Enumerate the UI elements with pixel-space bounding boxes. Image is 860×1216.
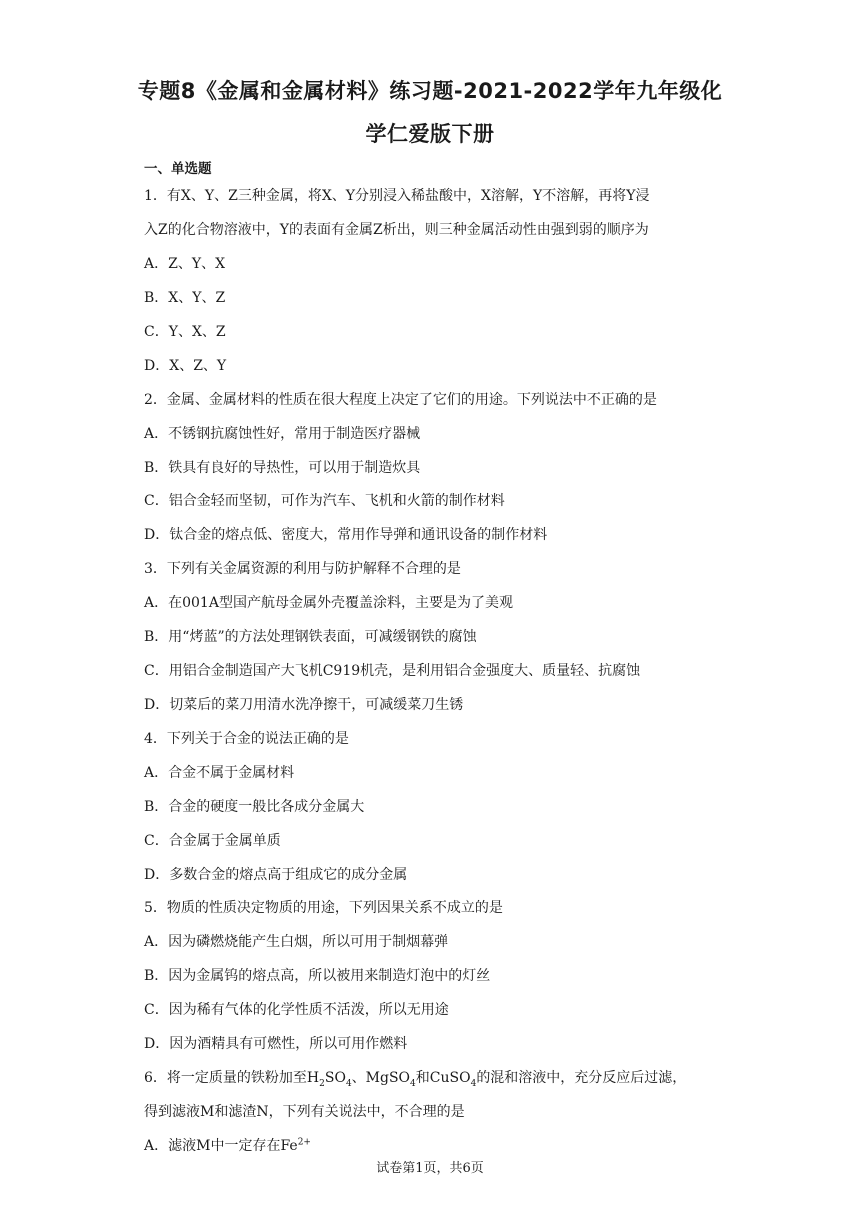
- question-text: 得到滤液M和滤渣N，下列有关说法中，不合理的是: [144, 1104, 465, 1120]
- title-line-1: 专题8《金属和金属材料》练习题-2021-2022学年九年级化: [137, 79, 723, 103]
- option-text: A．Z、Y、X: [144, 256, 226, 272]
- option-text: A．因为磷燃烧能产生白烟，所以可用于制烟幕弹: [144, 934, 449, 950]
- option-text: A．合金不属于金属材料: [144, 765, 295, 781]
- option-text: C．Y、X、Z: [144, 324, 226, 340]
- option-text: B．用“烤蓝”的方法处理钢铁表面，可减缓钢铁的腐蚀: [144, 629, 477, 645]
- option-text: A．不锈钢抗腐蚀性好，常用于制造医疗器械: [144, 426, 421, 442]
- option-text: A．在001A型国产航母金属外壳覆盖涂料，主要是为了美观: [144, 595, 513, 611]
- option-text: D．切菜后的菜刀用清水洗净擦干，可减缓菜刀生锈: [144, 697, 464, 713]
- option-text: D．钛合金的熔点低、密度大，常用作导弹和通讯设备的制作材料: [144, 527, 548, 543]
- option-text: C．合金属于金属单质: [144, 833, 281, 849]
- question-text: 2．金属、金属材料的性质在很大程度上决定了它们的用途。下列说法中不正确的是: [144, 392, 657, 408]
- option-text: C．铝合金轻而坚韧，可作为汽车、飞机和火箭的制作材料: [144, 493, 505, 509]
- question-text: 1．有X、Y、Z三种金属，将X、Y分别浸入稀盐酸中，X溶解，Y不溶解，再将Y浸: [144, 188, 650, 204]
- question-text: 4．下列关于合金的说法正确的是: [144, 731, 349, 747]
- title-line-2: 学仁爱版下册: [365, 122, 495, 146]
- option-text: B．因为金属钨的熔点高，所以被用来制造灯泡中的灯丝: [144, 968, 491, 984]
- question-text: 5．物质的性质决定物质的用途，下列因果关系不成立的是: [144, 900, 503, 916]
- option-text: B．X、Y、Z: [144, 290, 226, 306]
- option-text: D．因为酒精具有可燃性，所以可用作燃料: [144, 1036, 408, 1052]
- question-text: 3．下列有关金属资源的利用与防护解释不合理的是: [144, 561, 461, 577]
- question-text: 入Z的化合物溶液中，Y的表面有金属Z析出，则三种金属活动性由强到弱的顺序为: [144, 222, 649, 238]
- option-text: B．合金的硬度一般比各成分金属大: [144, 799, 365, 815]
- option-text: B．铁具有良好的导热性，可以用于制造炊具: [144, 460, 421, 476]
- page-footer: 试卷第1页，共6页: [376, 1161, 484, 1176]
- option-text: C．用铝合金制造国产大飞机C919机壳，是利用铝合金强度大、质量轻、抗腐蚀: [144, 663, 641, 679]
- question-6-text: 6．将一定质量的铁粉加至$H_2SO_4$、MgSO$_4$和CuSO$_4$的混和溶液中，充分反应后过滤，: [144, 1070, 687, 1089]
- option-text: C．因为稀有气体的化学性质不活泼，所以无用途: [144, 1002, 449, 1018]
- option-text: A．滤液M中一定存在$Fe^{2+}$: [144, 1137, 311, 1154]
- section-heading: 一、单选题: [144, 161, 212, 177]
- option-text: D．X、Z、Y: [144, 358, 227, 374]
- option-text: D．多数合金的熔点高于组成它的成分金属: [144, 867, 408, 883]
